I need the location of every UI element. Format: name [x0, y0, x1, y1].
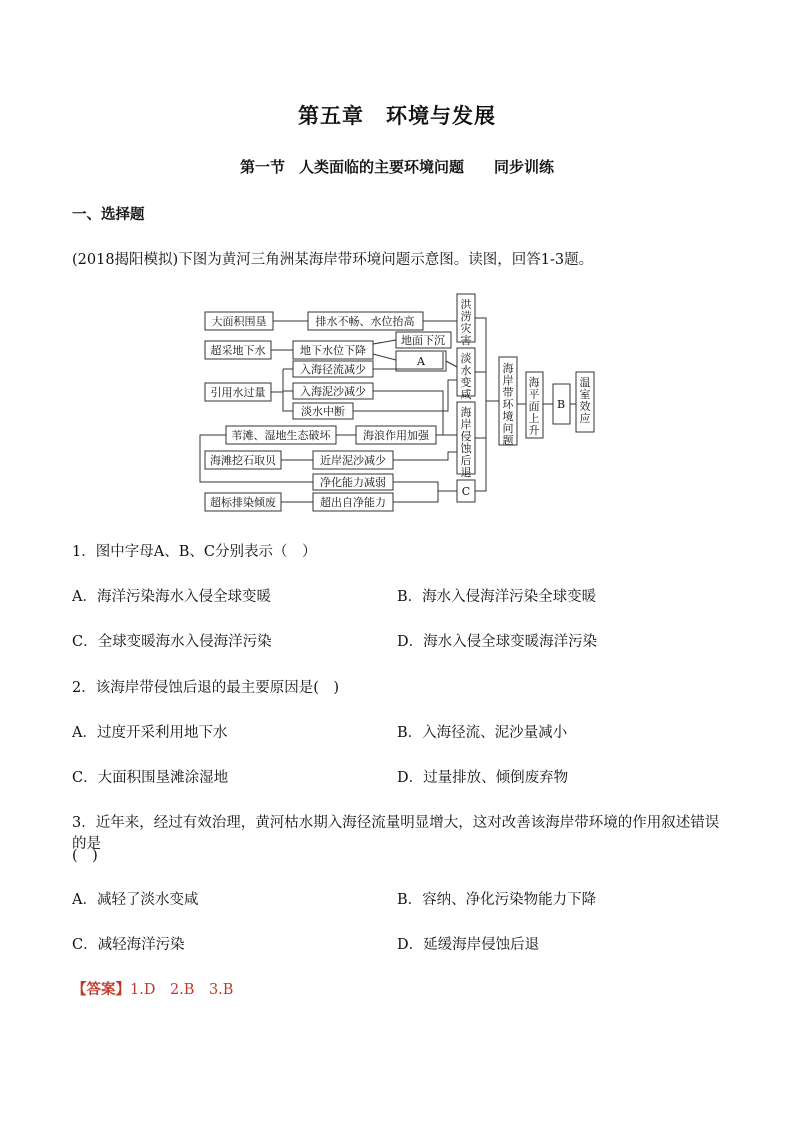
question-2-option-c[interactable]: C．大面积围垦滩涂湿地: [72, 770, 229, 786]
box-beach-digging-text: 海滩挖石取贝: [210, 454, 276, 467]
answer-line: [72, 978, 233, 999]
box-nearshore-sediment-text: 近岸泥沙减少: [320, 454, 386, 467]
arrow-line: [393, 491, 438, 502]
arrow-line: [393, 482, 457, 491]
box-water-diversion-text: 引用水过量: [210, 386, 266, 399]
box-sea-level-rise-text: 海平面上升: [528, 376, 540, 437]
question-1-option-a[interactable]: A．海洋污染海水入侵全球变暖: [72, 589, 271, 605]
box-c-text: C: [461, 485, 471, 498]
coastal-problem-diagram: [198, 292, 598, 512]
box-wetland-damage-text: 苇滩、湿地生态破坏: [231, 429, 331, 442]
box-b-text: B: [556, 398, 566, 411]
box-freshwater-cut-text: 淡水中断: [301, 405, 345, 418]
question-2-option-b[interactable]: B．入海径流、泥沙量减小: [397, 725, 568, 741]
answer-value: 1.D 2.B 3.B: [130, 982, 234, 998]
box-greenhouse-text: 温室效应: [579, 376, 591, 425]
box-drainage-poor-text: 排水不畅、水位抬高: [315, 315, 415, 328]
box-sediment-less-text: 入海泥沙减少: [300, 385, 366, 398]
box-water-table-drop-text: 地下水位下降: [300, 344, 366, 357]
question-2-option-d[interactable]: D．过量排放、倾倒废弃物: [397, 770, 569, 786]
arrow-line: [393, 452, 457, 460]
question-3-stem-paren: ( ): [72, 848, 98, 864]
question-3-option-b[interactable]: B．容纳、净化污染物能力下降: [397, 892, 597, 908]
question-2-option-a[interactable]: A．过度开采利用地下水: [72, 725, 228, 741]
subtitle-part2: 人类面临的主要环境问题: [298, 158, 464, 176]
chapter-title: 第五章 环境与发展: [298, 103, 496, 128]
question-1-option-b[interactable]: B．海水入侵海洋污染全球变暖: [397, 589, 597, 605]
box-wave-stronger-text: 海浪作用加强: [363, 429, 429, 442]
question-3-option-a[interactable]: A．减轻了淡水变咸: [72, 892, 199, 908]
box-subsidence-text: 地面下沉: [401, 334, 445, 347]
question-3-stem: 3．近年来，经过有效治理，黄河枯水期入海径流量明显增大，这对改善该海岸带环境的作用叙述错误的是: [72, 815, 720, 852]
question-1-option-c[interactable]: C．全球变暖海水入侵海洋污染: [72, 634, 272, 650]
question-intro: (2018揭阳模拟)下图为黄河三角洲某海岸带环境问题示意图。读图，回答1-3题。: [72, 252, 594, 268]
box-reclamation-text: 大面积围垦: [211, 315, 267, 328]
box-runoff-less-text: 入海径流减少: [300, 363, 366, 376]
section-heading: 一、选择题: [72, 206, 145, 223]
box-purification-weak-text: 净化能力减弱: [320, 476, 386, 489]
arrow-line: [475, 318, 486, 491]
arrow-line: [446, 361, 457, 367]
question-1-option-d[interactable]: D．海水入侵全球变暖海洋污染: [397, 634, 598, 650]
subtitle-part1: 第一节: [239, 158, 285, 176]
question-2-stem: 2．该海岸带侵蚀后退的最主要原因是( ): [72, 680, 340, 696]
box-groundwater-over-text: 超采地下水: [210, 344, 266, 357]
box-beyond-capacity-text: 超出自净能力: [320, 496, 386, 509]
box-a-text: A: [417, 355, 425, 368]
arrow-line: [373, 340, 396, 344]
box-coastal-problems-text: 海岸带环境问题: [502, 362, 514, 447]
question-1-stem: 1．图中字母A、B、C分别表示（ ）: [72, 544, 317, 560]
section-subtitle: [0, 156, 794, 177]
question-3-option-c[interactable]: C．减轻海洋污染: [72, 937, 185, 953]
question-3-option-d[interactable]: D．延缓海岸侵蚀后退: [397, 937, 540, 953]
box-pollution-dumping-text: 超标排染倾废: [210, 496, 276, 509]
box-erosion-text: 海岸侵蚀后退: [460, 406, 472, 479]
box-flood-text: 洪涝灾害: [460, 298, 472, 347]
arrow-line: [373, 354, 396, 360]
box-salinization-text: 淡水变咸: [460, 352, 472, 401]
subtitle-part3: 同步训练: [494, 158, 555, 176]
answer-tag: 【答案】: [72, 981, 130, 998]
arrow-line: [283, 369, 293, 411]
